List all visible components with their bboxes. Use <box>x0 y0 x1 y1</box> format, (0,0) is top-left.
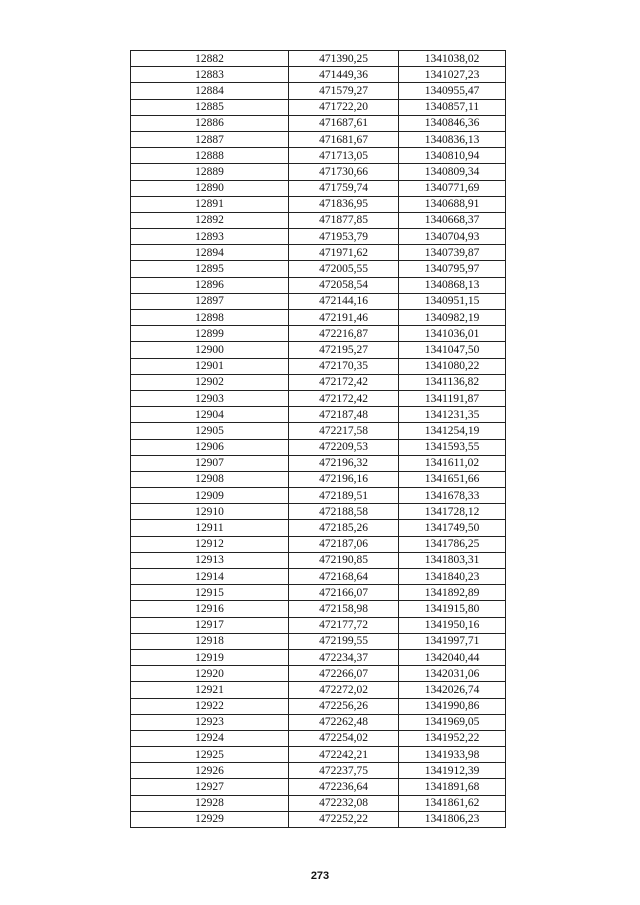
y-coordinate-cell: 1341678,33 <box>399 488 506 504</box>
y-coordinate-cell: 1341191,87 <box>399 390 506 406</box>
point-number-cell: 12889 <box>131 164 289 180</box>
table-row <box>131 390 506 406</box>
point-number-cell: 12925 <box>131 747 289 763</box>
y-coordinate-cell: 1341027,23 <box>399 67 506 83</box>
x-coordinate-cell: 472172,42 <box>289 374 399 390</box>
y-coordinate-cell: 1340982,19 <box>399 310 506 326</box>
y-coordinate-cell: 1341933,98 <box>399 747 506 763</box>
point-number-cell: 12885 <box>131 99 289 115</box>
y-coordinate-cell: 1340810,94 <box>399 148 506 164</box>
x-coordinate-cell: 472237,75 <box>289 763 399 779</box>
coordinates-table <box>130 50 506 828</box>
table-row <box>131 196 506 212</box>
x-coordinate-cell: 472217,58 <box>289 423 399 439</box>
x-coordinate-cell: 472196,32 <box>289 455 399 471</box>
y-coordinate-cell: 1341038,02 <box>399 51 506 67</box>
table-row <box>131 148 506 164</box>
table-row <box>131 649 506 665</box>
table-row <box>131 682 506 698</box>
x-coordinate-cell: 471877,85 <box>289 212 399 228</box>
x-coordinate-cell: 472232,08 <box>289 795 399 811</box>
x-coordinate-cell: 472166,07 <box>289 585 399 601</box>
table-row <box>131 342 506 358</box>
point-number-cell: 12884 <box>131 83 289 99</box>
y-coordinate-cell: 1341047,50 <box>399 342 506 358</box>
point-number-cell: 12909 <box>131 488 289 504</box>
coordinates-table-body <box>131 51 506 828</box>
table-row <box>131 277 506 293</box>
y-coordinate-cell: 1341892,89 <box>399 585 506 601</box>
x-coordinate-cell: 472252,22 <box>289 811 399 827</box>
x-coordinate-cell: 471579,27 <box>289 83 399 99</box>
point-number-cell: 12891 <box>131 196 289 212</box>
point-number-cell: 12929 <box>131 811 289 827</box>
y-coordinate-cell: 1340668,37 <box>399 212 506 228</box>
point-number-cell: 12919 <box>131 649 289 665</box>
point-number-cell: 12908 <box>131 471 289 487</box>
point-number-cell: 12888 <box>131 148 289 164</box>
point-number-cell: 12904 <box>131 407 289 423</box>
x-coordinate-cell: 472191,46 <box>289 310 399 326</box>
table-row <box>131 261 506 277</box>
table-row <box>131 536 506 552</box>
point-number-cell: 12906 <box>131 439 289 455</box>
point-number-cell: 12922 <box>131 698 289 714</box>
y-coordinate-cell: 1341997,71 <box>399 633 506 649</box>
y-coordinate-cell: 1341915,80 <box>399 601 506 617</box>
point-number-cell: 12912 <box>131 536 289 552</box>
x-coordinate-cell: 472188,58 <box>289 504 399 520</box>
point-number-cell: 12897 <box>131 293 289 309</box>
point-number-cell: 12921 <box>131 682 289 698</box>
x-coordinate-cell: 472209,53 <box>289 439 399 455</box>
y-coordinate-cell: 1341861,62 <box>399 795 506 811</box>
x-coordinate-cell: 472170,35 <box>289 358 399 374</box>
table-row <box>131 520 506 536</box>
point-number-cell: 12901 <box>131 358 289 374</box>
table-row <box>131 714 506 730</box>
y-coordinate-cell: 1340955,47 <box>399 83 506 99</box>
x-coordinate-cell: 472168,64 <box>289 569 399 585</box>
point-number-cell: 12882 <box>131 51 289 67</box>
y-coordinate-cell: 1341786,25 <box>399 536 506 552</box>
y-coordinate-cell: 1340771,69 <box>399 180 506 196</box>
point-number-cell: 12895 <box>131 261 289 277</box>
point-number-cell: 12883 <box>131 67 289 83</box>
y-coordinate-cell: 1340739,87 <box>399 245 506 261</box>
x-coordinate-cell: 472242,21 <box>289 747 399 763</box>
y-coordinate-cell: 1341840,23 <box>399 569 506 585</box>
point-number-cell: 12918 <box>131 633 289 649</box>
x-coordinate-cell: 472158,98 <box>289 601 399 617</box>
table-row <box>131 666 506 682</box>
point-number-cell: 12928 <box>131 795 289 811</box>
table-row <box>131 180 506 196</box>
x-coordinate-cell: 471971,62 <box>289 245 399 261</box>
point-number-cell: 12902 <box>131 374 289 390</box>
y-coordinate-cell: 1341912,39 <box>399 763 506 779</box>
y-coordinate-cell: 1340868,13 <box>399 277 506 293</box>
point-number-cell: 12923 <box>131 714 289 730</box>
point-number-cell: 12900 <box>131 342 289 358</box>
table-row <box>131 552 506 568</box>
point-number-cell: 12903 <box>131 390 289 406</box>
y-coordinate-cell: 1341969,05 <box>399 714 506 730</box>
table-row <box>131 763 506 779</box>
point-number-cell: 12905 <box>131 423 289 439</box>
x-coordinate-cell: 471390,25 <box>289 51 399 67</box>
x-coordinate-cell: 471681,67 <box>289 131 399 147</box>
y-coordinate-cell: 1340795,97 <box>399 261 506 277</box>
x-coordinate-cell: 472262,48 <box>289 714 399 730</box>
y-coordinate-cell: 1341593,55 <box>399 439 506 455</box>
table-row <box>131 310 506 326</box>
y-coordinate-cell: 1340857,11 <box>399 99 506 115</box>
x-coordinate-cell: 472234,37 <box>289 649 399 665</box>
table-row <box>131 51 506 67</box>
point-number-cell: 12894 <box>131 245 289 261</box>
x-coordinate-cell: 471687,61 <box>289 115 399 131</box>
y-coordinate-cell: 1340836,13 <box>399 131 506 147</box>
point-number-cell: 12920 <box>131 666 289 682</box>
x-coordinate-cell: 472172,42 <box>289 390 399 406</box>
point-number-cell: 12899 <box>131 326 289 342</box>
x-coordinate-cell: 472266,07 <box>289 666 399 682</box>
point-number-cell: 12927 <box>131 779 289 795</box>
table-row <box>131 358 506 374</box>
y-coordinate-cell: 1341080,22 <box>399 358 506 374</box>
x-coordinate-cell: 472187,48 <box>289 407 399 423</box>
x-coordinate-cell: 472236,64 <box>289 779 399 795</box>
point-number-cell: 12913 <box>131 552 289 568</box>
y-coordinate-cell: 1342026,74 <box>399 682 506 698</box>
x-coordinate-cell: 471722,20 <box>289 99 399 115</box>
x-coordinate-cell: 472005,55 <box>289 261 399 277</box>
x-coordinate-cell: 471449,36 <box>289 67 399 83</box>
y-coordinate-cell: 1341611,02 <box>399 455 506 471</box>
table-row <box>131 229 506 245</box>
point-number-cell: 12915 <box>131 585 289 601</box>
table-row <box>131 585 506 601</box>
x-coordinate-cell: 472199,55 <box>289 633 399 649</box>
table-row <box>131 67 506 83</box>
x-coordinate-cell: 471953,79 <box>289 229 399 245</box>
x-coordinate-cell: 472272,02 <box>289 682 399 698</box>
table-row <box>131 601 506 617</box>
y-coordinate-cell: 1340809,34 <box>399 164 506 180</box>
point-number-cell: 12893 <box>131 229 289 245</box>
x-coordinate-cell: 471730,66 <box>289 164 399 180</box>
point-number-cell: 12911 <box>131 520 289 536</box>
table-row <box>131 811 506 827</box>
table-row <box>131 326 506 342</box>
point-number-cell: 12924 <box>131 730 289 746</box>
table-row <box>131 374 506 390</box>
y-coordinate-cell: 1341136,82 <box>399 374 506 390</box>
point-number-cell: 12907 <box>131 455 289 471</box>
y-coordinate-cell: 1340951,15 <box>399 293 506 309</box>
point-number-cell: 12898 <box>131 310 289 326</box>
table-row <box>131 245 506 261</box>
table-row <box>131 795 506 811</box>
table-row <box>131 633 506 649</box>
table-row <box>131 293 506 309</box>
table-row <box>131 488 506 504</box>
table-row <box>131 569 506 585</box>
x-coordinate-cell: 472195,27 <box>289 342 399 358</box>
x-coordinate-cell: 472187,06 <box>289 536 399 552</box>
point-number-cell: 12917 <box>131 617 289 633</box>
y-coordinate-cell: 1341036,01 <box>399 326 506 342</box>
y-coordinate-cell: 1341651,66 <box>399 471 506 487</box>
x-coordinate-cell: 471759,74 <box>289 180 399 196</box>
x-coordinate-cell: 471836,95 <box>289 196 399 212</box>
y-coordinate-cell: 1341950,16 <box>399 617 506 633</box>
y-coordinate-cell: 1340704,93 <box>399 229 506 245</box>
y-coordinate-cell: 1340846,36 <box>399 115 506 131</box>
table-row <box>131 407 506 423</box>
point-number-cell: 12916 <box>131 601 289 617</box>
point-number-cell: 12896 <box>131 277 289 293</box>
point-number-cell: 12892 <box>131 212 289 228</box>
y-coordinate-cell: 1341891,68 <box>399 779 506 795</box>
x-coordinate-cell: 472216,87 <box>289 326 399 342</box>
x-coordinate-cell: 472254,02 <box>289 730 399 746</box>
point-number-cell: 12890 <box>131 180 289 196</box>
point-number-cell: 12886 <box>131 115 289 131</box>
table-row <box>131 99 506 115</box>
x-coordinate-cell: 472196,16 <box>289 471 399 487</box>
table-row <box>131 730 506 746</box>
y-coordinate-cell: 1341231,35 <box>399 407 506 423</box>
point-number-cell: 12910 <box>131 504 289 520</box>
y-coordinate-cell: 1341803,31 <box>399 552 506 568</box>
table-row <box>131 617 506 633</box>
x-coordinate-cell: 472256,26 <box>289 698 399 714</box>
table-row <box>131 115 506 131</box>
y-coordinate-cell: 1341728,12 <box>399 504 506 520</box>
y-coordinate-cell: 1342031,06 <box>399 666 506 682</box>
table-row <box>131 164 506 180</box>
page-number: 273 <box>310 870 330 882</box>
table-row <box>131 212 506 228</box>
point-number-cell: 12926 <box>131 763 289 779</box>
x-coordinate-cell: 472190,85 <box>289 552 399 568</box>
y-coordinate-cell: 1341806,23 <box>399 811 506 827</box>
point-number-cell: 12887 <box>131 131 289 147</box>
point-number-cell: 12914 <box>131 569 289 585</box>
table-row <box>131 423 506 439</box>
table-row <box>131 471 506 487</box>
y-coordinate-cell: 1341254,19 <box>399 423 506 439</box>
table-row <box>131 131 506 147</box>
table-row <box>131 83 506 99</box>
x-coordinate-cell: 472058,54 <box>289 277 399 293</box>
x-coordinate-cell: 471713,05 <box>289 148 399 164</box>
table-row <box>131 504 506 520</box>
x-coordinate-cell: 472177,72 <box>289 617 399 633</box>
y-coordinate-cell: 1342040,44 <box>399 649 506 665</box>
x-coordinate-cell: 472189,51 <box>289 488 399 504</box>
table-row <box>131 779 506 795</box>
y-coordinate-cell: 1341952,22 <box>399 730 506 746</box>
y-coordinate-cell: 1341990,86 <box>399 698 506 714</box>
table-row <box>131 698 506 714</box>
x-coordinate-cell: 472185,26 <box>289 520 399 536</box>
table-row <box>131 747 506 763</box>
y-coordinate-cell: 1341749,50 <box>399 520 506 536</box>
x-coordinate-cell: 472144,16 <box>289 293 399 309</box>
table-row <box>131 455 506 471</box>
table-row <box>131 439 506 455</box>
y-coordinate-cell: 1340688,91 <box>399 196 506 212</box>
